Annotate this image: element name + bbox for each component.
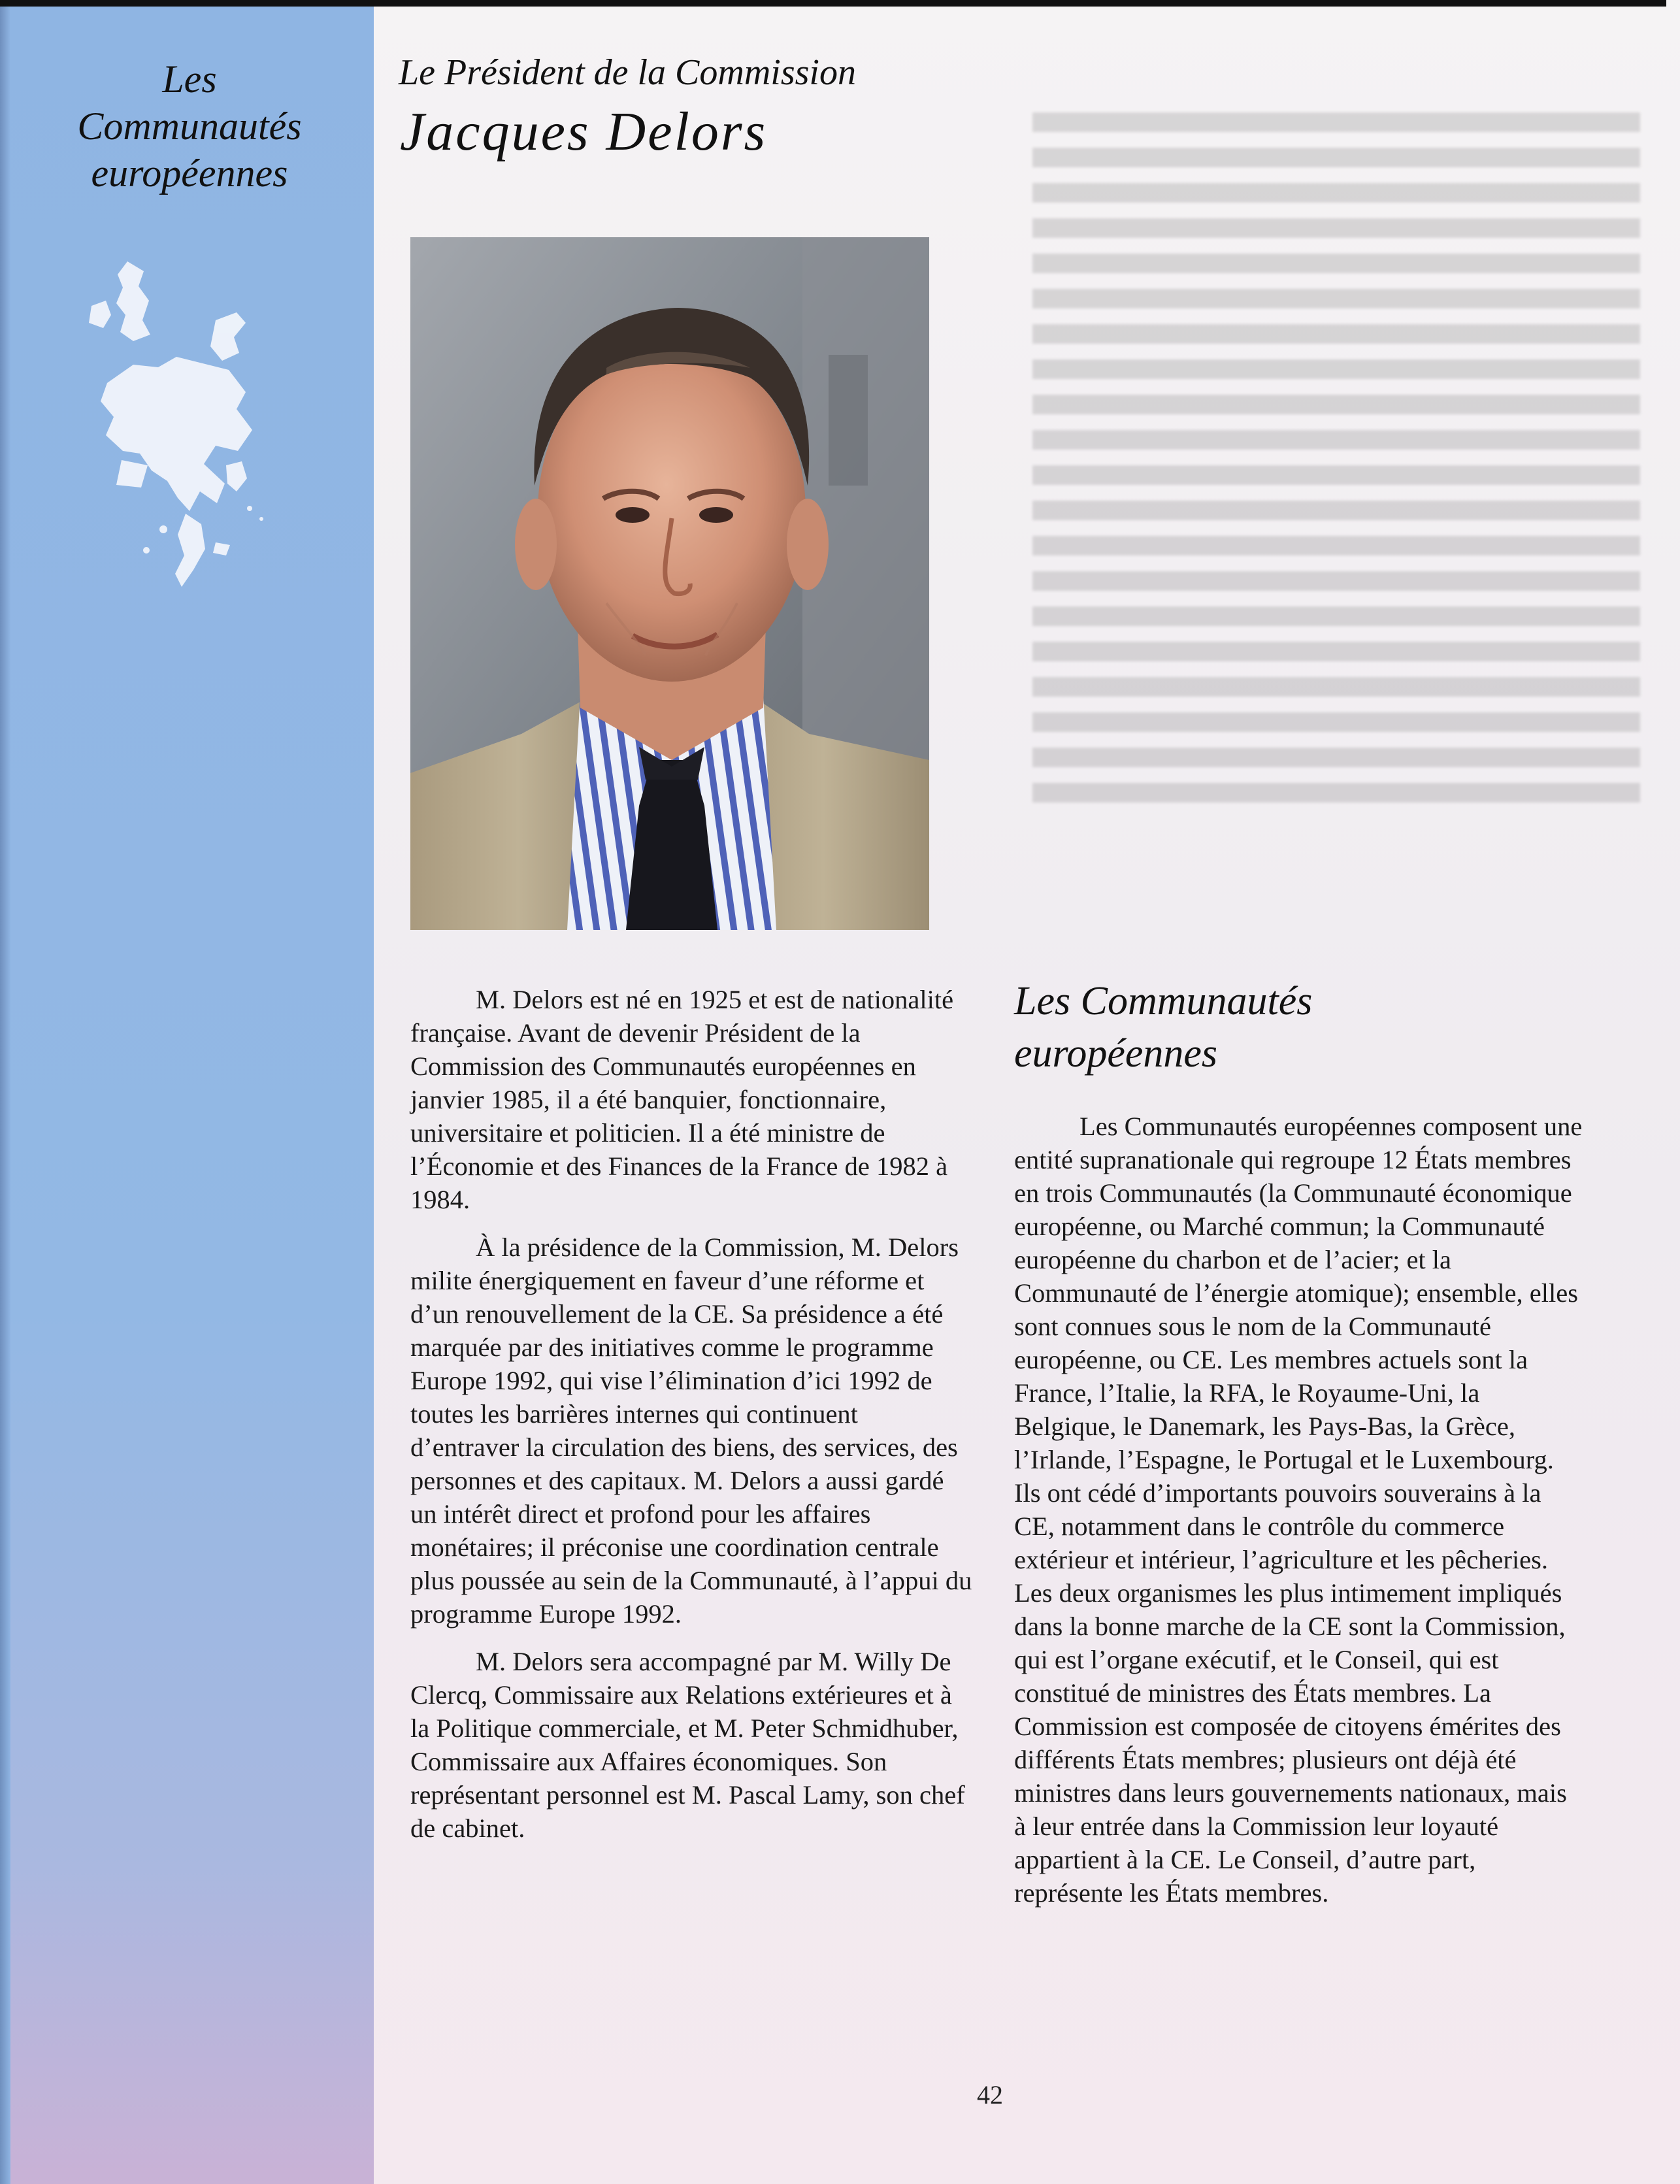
sidebar-title-line: Les bbox=[162, 58, 217, 101]
section-subtitle: Le Président de la Commission bbox=[399, 52, 856, 93]
sidebar-title-line: européennes bbox=[91, 152, 288, 195]
body-paragraph: À la présidence de la Commission, M. Delors milite énergiquement en faveur d’une réforme et d’un renouvellement de la CE. Sa présidence a été marquée par des initiatives comme le programme Europe 1992, qui vise l’élimination d’ici 1992 de toutes les barrières internes qui continuent d’entraver la circulation des biens, des services, des personnes et des capitaux. M. Delors a aussi gardé un intérêt direct et profond pour les affaires monétaires; il préconise une coordination centrale plus poussée au sein de la Communauté, à l’appui du programme Europe 1992. bbox=[410, 1233, 972, 1629]
page-title: Jacques Delors bbox=[400, 101, 768, 162]
section-heading-line: Les Communautés bbox=[1014, 979, 1313, 1023]
sidebar-edge bbox=[0, 7, 10, 2184]
portrait-illustration bbox=[410, 237, 929, 930]
body-paragraph: M. Delors sera accompagné par M. Willy De Clercq, Commissaire aux Relations extérieures et à la Politique commerciale, et M. Peter Schmidhuber, Commissaire aux Affaires économiques. Son représentant personnel est M. Pascal Lamy, son chef de cabinet. bbox=[410, 1647, 965, 1843]
section-heading bbox=[1014, 975, 1602, 1080]
sidebar-title-line: Communautés bbox=[77, 105, 302, 148]
body-paragraph: Les Communautés européennes composent une entité supranationale qui regroupe 12 États membres en trois Communautés (la Communauté économique européenne, ou Marché commun; la Communauté européenne du charbon et de l’acier; et la Communauté de l’énergie atomique); ensemble, elles sont connues sous le nom de la Communauté européenne, ou CE. Les membres actuels sont la France, l’Italie, la RFA, le Royaume-Uni, la Belgique, le Danemark, les Pays-Bas, la Grèce, l’Irlande, l’Espagne, le Portugal et le Luxembourg. Ils ont cédé d’importants pouvoirs souverains à la CE, notamment dans le contrôle du commerce extérieur et intérieur, l’agriculture et les pêcheries. Les deux organismes les plus intimement impliqués dans la bonne marche de la CE sont la Commission, qui est l’organe exécutif, et le Conseil, qui est constitué de ministres des États membres. La Commission est composée de citoyens émérites des différents États membres; plusieurs ont déjà été ministres dans leurs gouvernements nationaux, mais à leur entrée dans la Commission leur loyauté appartient à la CE. Le Conseil, d’autre part, représente les États membres. bbox=[1014, 1112, 1583, 1908]
right-column bbox=[1014, 1110, 1583, 1924]
bleed-through-text bbox=[993, 46, 1666, 1026]
europe-map-icon bbox=[65, 255, 281, 608]
section-heading-line: européennes bbox=[1014, 1031, 1218, 1076]
left-column bbox=[410, 983, 972, 1859]
sidebar-title bbox=[20, 56, 359, 197]
page-number: 42 bbox=[977, 2080, 1003, 2110]
body-paragraph: M. Delors est né en 1925 et est de nationalité française. Avant de devenir Président de la Commission des Communautés européennes en janvier 1985, il a été banquier, fonctionnaire, universitaire et politicien. Il a été ministre de l’Économie et des Finances de la France de 1982 à 1984. bbox=[410, 985, 954, 1214]
portrait-photo bbox=[410, 237, 929, 930]
top-rule bbox=[0, 0, 1666, 7]
